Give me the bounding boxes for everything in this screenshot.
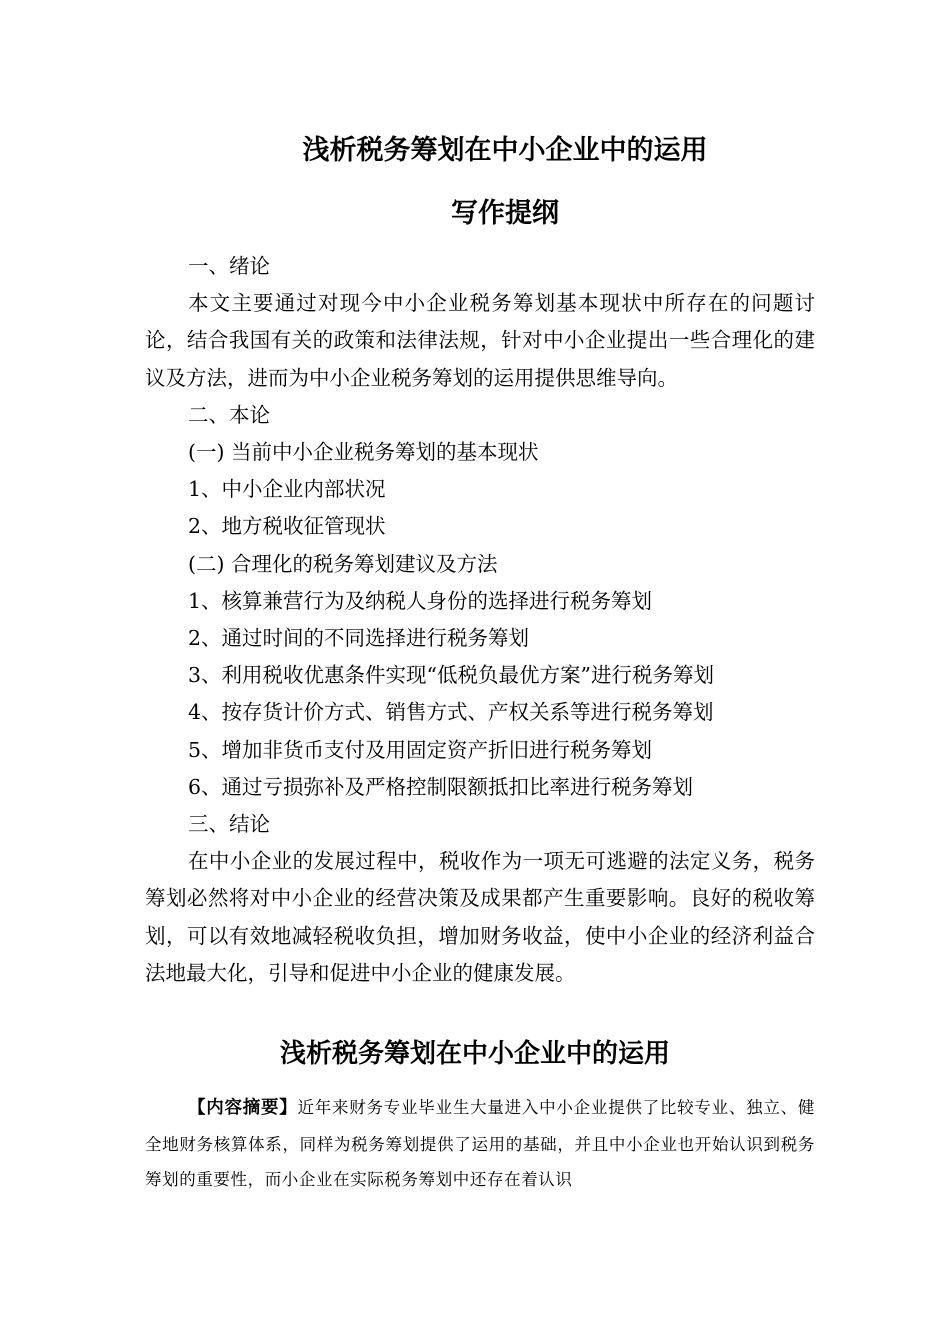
outline-item: 1、中小企业内部状况 (188, 477, 386, 502)
outline-item: 2、地方税收征管现状 (188, 514, 386, 539)
subsection-heading-suggestions: (二) 合理化的税务筹划建议及方法 (188, 551, 498, 576)
section-heading-introduction: 一、绪论 (188, 254, 270, 278)
abstract-paragraph (145, 1090, 815, 1198)
outline-heading: 写作提纲 (451, 198, 559, 229)
outline-item: 3、利用税收优惠条件实现“低税负最优方案”进行税务筹划 (188, 663, 715, 688)
subsection-heading-current-status: (一) 当前中小企业税务筹划的基本现状 (188, 440, 539, 465)
introduction-paragraph: 本文主要通过对现今中小企业税务筹划基本现状中所存在的问题讨论，结合我国有关的政策和法律法规，针对中小企业提出一些合理化的建议及方法，进而为中小企业税务筹划的运用提供思维导向。 (145, 291, 815, 390)
abstract-text: 近年来财务专业毕业生大量进入中小企业提供了比较专业、独立、健全地财务核算体系，同样为税务筹划提供了运用的基础，并且中小企业也开始认识到税务筹划的重要性，而小企业在实际税务筹划中还存在着认识 (145, 1098, 815, 1189)
section-heading-conclusion: 三、结论 (188, 812, 270, 837)
outline-item: 2、通过时间的不同选择进行税务筹划 (188, 626, 530, 651)
writing-outline (145, 248, 815, 992)
outline-item: 4、按存货计价方式、销售方式、产权关系等进行税务筹划 (188, 700, 714, 725)
abstract-label: 【内容摘要】 (188, 1098, 298, 1118)
section-heading-main-body: 二、本论 (188, 402, 270, 427)
abstract (145, 1090, 815, 1198)
outline-item: 5、增加非货币支付及用固定资产折旧进行税务筹划 (188, 737, 653, 762)
document-title: 浅析税务筹划在中小企业中的运用 (302, 135, 708, 166)
outline-item: 1、核算兼营行为及纳税人身份的选择进行税务筹划 (188, 588, 653, 613)
paper-title: 浅析税务筹划在中小企业中的运用 (279, 1039, 670, 1069)
conclusion-paragraph: 在中小企业的发展过程中，税收作为一项无可逃避的法定义务，税务筹划必然将对中小企业的经营决策及成果都产生重要影响。良好的税收筹划，可以有效地减轻税收负担，增加财务收益，使中小企业的经济利益合法地最大化，引导和促进中小企业的健康发展。 (145, 849, 815, 985)
outline-item: 6、通过亏损弥补及严格控制限额抵扣比率进行税务筹划 (188, 774, 694, 799)
